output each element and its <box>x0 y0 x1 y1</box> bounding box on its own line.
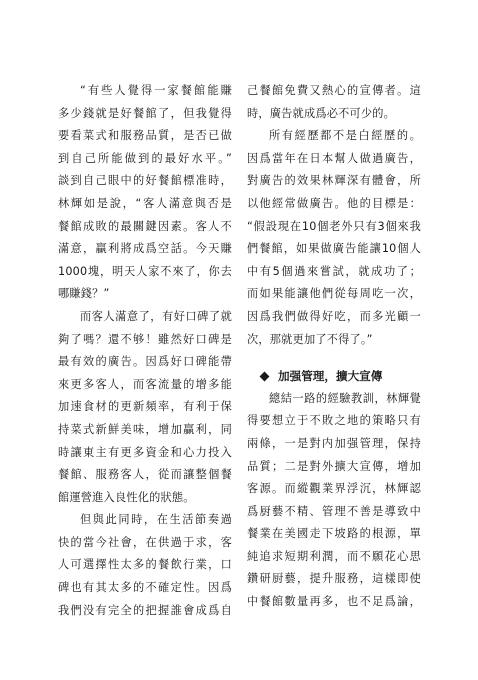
text-line: 到自己所能做到的最好水平。” <box>58 151 232 165</box>
section-gap <box>247 351 421 365</box>
section-heading <box>247 365 421 388</box>
text-line: 但與此同時，在生活節奏過 <box>80 513 232 527</box>
text-line: 我們没有完全的把握誰會成爲自 <box>58 603 232 617</box>
text-line: 所有經歷都不是白經歷的。 <box>269 129 421 143</box>
left-column <box>58 80 232 622</box>
text-line: 碑也有其太多的不確定性。因爲 <box>58 581 232 595</box>
right-column-bottom-text <box>247 388 421 614</box>
text-line: 爲厨藝不精、管理不善是導致中 <box>247 504 421 518</box>
text-line: 餐館成敗的最關鍵因素。客人不 <box>58 219 232 233</box>
text-line: 林輝如是說，“客人滿意與否是 <box>58 196 232 210</box>
text-line: 館運營進入良性化的狀態。 <box>58 490 195 504</box>
text-line: 哪賺錢？” <box>58 287 110 301</box>
text-line: 以他經常做廣告。他的目標是： <box>247 196 421 210</box>
text-line: 總結一路的經驗教訓，林輝覺 <box>269 391 421 405</box>
text-line: 鑽研厨藝，提升服務，這樣即使 <box>247 572 421 586</box>
text-line: 來更多客人，而客流量的增多能 <box>58 377 232 391</box>
text-line: 中餐館數量再多，也不足爲論， <box>247 595 421 609</box>
text-line: 夠了嗎？還不够！雖然好口碑是 <box>58 332 232 346</box>
text-line: 而客人滿意了，有好口碑了就 <box>80 309 232 323</box>
text-line: 持菜式新鮮美味，增加贏利，同 <box>58 422 232 436</box>
text-line: 最有效的廣告。因爲好口碑能帶 <box>58 355 232 369</box>
text-line: 己餐館免費又熱心的宣傳者。這 <box>247 84 421 97</box>
text-line: 餐業在美國走下坡路的根源，單 <box>247 527 421 541</box>
text-line: 對廣告的效果林輝深有體會，所 <box>247 174 421 188</box>
text-line: 時，廣告就成爲必不可少的。 <box>247 106 396 120</box>
text-line: 人可選擇性太多的餐飲行業，口 <box>58 558 232 572</box>
text-line: 次，那就更加了不得了。” <box>247 332 373 346</box>
right-column <box>247 80 421 614</box>
text-line: 加速食材的更新頻率，有利于保 <box>58 400 232 414</box>
text-line: “有些人覺得一家餐館能賺 <box>80 84 232 97</box>
text-line: 多少錢就是好餐館了，但我覺得 <box>58 106 232 120</box>
text-line: 中有5個過來嘗試，就成功了； <box>247 264 421 278</box>
diamond-bullet-icon <box>260 371 270 381</box>
text-line: 得要想立于不敗之地的策略只有 <box>247 414 421 428</box>
text-line: 時讓東主有更多資金和心力投入 <box>58 445 232 459</box>
text-line: 客源。而縱觀業界浮沉，林輝認 <box>247 482 421 496</box>
text-line: 1000塊，明天人家不來了，你去 <box>58 264 232 278</box>
text-line: 們餐館，如果做廣告能讓10個人 <box>247 242 421 256</box>
text-line: 滿意，贏利將成爲空話。今天賺 <box>58 242 232 256</box>
text-line: 因爲我們做得好吃，而多光顧一 <box>247 309 421 323</box>
text-line: 快的當今社會，在供過于求，客 <box>58 535 232 549</box>
text-line: 純追求短期利潤，而不願花心思 <box>247 549 421 563</box>
text-line: 餐館、服務客人，從而讓整個餐 <box>58 468 232 482</box>
text-line: 而如果能讓他們從每周吃一次， <box>247 287 421 301</box>
text-line: 兩條，一是對内加强管理，保持 <box>247 436 421 450</box>
text-line: 因爲當年在日本幫人做過廣告， <box>247 151 421 165</box>
text-line: 要看菜式和服務品質，是否已做 <box>58 129 232 143</box>
text-line: 談到自己眼中的好餐館標准時， <box>58 174 232 188</box>
text-line: 品質；二是對外擴大宣傳，增加 <box>247 459 421 473</box>
text-line: “假設現在10個老外只有3個來我 <box>247 219 421 233</box>
section-heading-text: 加强管理，擴大宣傳 <box>278 369 383 384</box>
right-column-top-text <box>247 80 421 351</box>
